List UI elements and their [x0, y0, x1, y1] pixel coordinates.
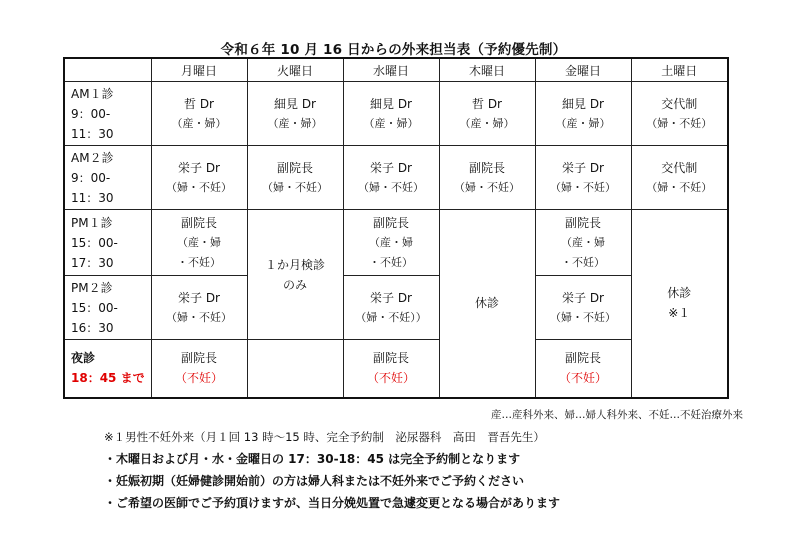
row-am2: [64, 146, 728, 210]
bullet-1: ・木曜日および月・水・金曜日の 17：30-18：45 は完全予約制となります: [104, 452, 521, 466]
row-label-pm1: PM１診 15：00- 17：30: [64, 210, 151, 276]
cell-pm2-fri: 栄子 Dr （婦・不妊）: [535, 276, 631, 340]
cell-am2-sat: 交代制 （婦・不妊）: [631, 146, 728, 210]
cell-night-tue: [247, 340, 343, 398]
cell-am2-thu: 副院長 （婦・不妊）: [439, 146, 535, 210]
bullet-3: ・ご希望の医師でご予約頂けますが、当日分娩処置で急遽変更となる場合があります: [104, 496, 561, 510]
cell-am1-thu: 哲 Dr （産・婦）: [439, 82, 535, 146]
cell-am2-mon: 栄子 Dr （婦・不妊）: [151, 146, 247, 210]
cell-pm2-mon: 栄子 Dr （婦・不妊）: [151, 276, 247, 340]
header-thursday: 木曜日: [439, 58, 535, 82]
cell-am2-wed: 栄子 Dr （婦・不妊）: [343, 146, 439, 210]
male-infertility-note: ※１男性不妊外来（月１回 13 時～15 時、完全予約制 泌尿器科 高田 晋吾先生）: [104, 430, 545, 444]
legend-text: 産…産科外来、婦…婦人科外来、不妊…不妊治療外来: [491, 409, 743, 421]
row-pm2: [64, 276, 728, 340]
row-label-am1: AM１診 9：00- 11：30: [64, 82, 151, 146]
header-monday: 月曜日: [151, 58, 247, 82]
header-corner: [64, 58, 151, 82]
cell-pm2-wed: 栄子 Dr （婦・不妊））: [343, 276, 439, 340]
cell-pm1-fri: 副院長 （産・婦 ・不妊）: [535, 210, 631, 276]
cell-am1-mon: 哲 Dr （産・婦）: [151, 82, 247, 146]
cell-am1-fri: 細見 Dr （産・婦）: [535, 82, 631, 146]
header-wednesday: 水曜日: [343, 58, 439, 82]
header-friday: 金曜日: [535, 58, 631, 82]
cell-pm-tue: １か月検診 のみ: [247, 210, 343, 340]
cell-night-mon: 副院長 （不妊）: [151, 340, 247, 398]
bullet-2: ・妊娠初期（妊婦健診開始前）の方は婦人科または不妊外来でご予約ください: [104, 474, 525, 488]
header-row: [64, 58, 728, 82]
row-night: [64, 340, 728, 398]
header-saturday: 土曜日: [631, 58, 728, 82]
schedule-table: [63, 57, 729, 399]
cell-am1-tue: 細見 Dr （産・婦）: [247, 82, 343, 146]
cell-night-wed: 副院長 （不妊）: [343, 340, 439, 398]
cell-am1-wed: 細見 Dr （産・婦）: [343, 82, 439, 146]
row-label-pm2: PM２診 15：00- 16：30: [64, 276, 151, 340]
row-label-am2: AM２診 9：00- 11：30: [64, 146, 151, 210]
cell-am1-sat: 交代制 （婦・不妊）: [631, 82, 728, 146]
row-label-night: 夜診 18：45 まで: [64, 340, 151, 398]
page-title: 令和６年 10 月 16 日からの外来担当表（予約優先制）: [220, 42, 567, 58]
row-pm1: [64, 210, 728, 276]
cell-am2-tue: 副院長 （婦・不妊）: [247, 146, 343, 210]
cell-am2-fri: 栄子 Dr （婦・不妊）: [535, 146, 631, 210]
cell-night-fri: 副院長 （不妊）: [535, 340, 631, 398]
row-am1: [64, 82, 728, 146]
cell-pm1-wed: 副院長 （産・婦 ・不妊）: [343, 210, 439, 276]
cell-pm-thu: 休診: [439, 210, 535, 398]
cell-pm1-mon: 副院長 （産・婦 ・不妊）: [151, 210, 247, 276]
header-tuesday: 火曜日: [247, 58, 343, 82]
cell-pm-sat: 休診 ※１: [631, 210, 728, 398]
